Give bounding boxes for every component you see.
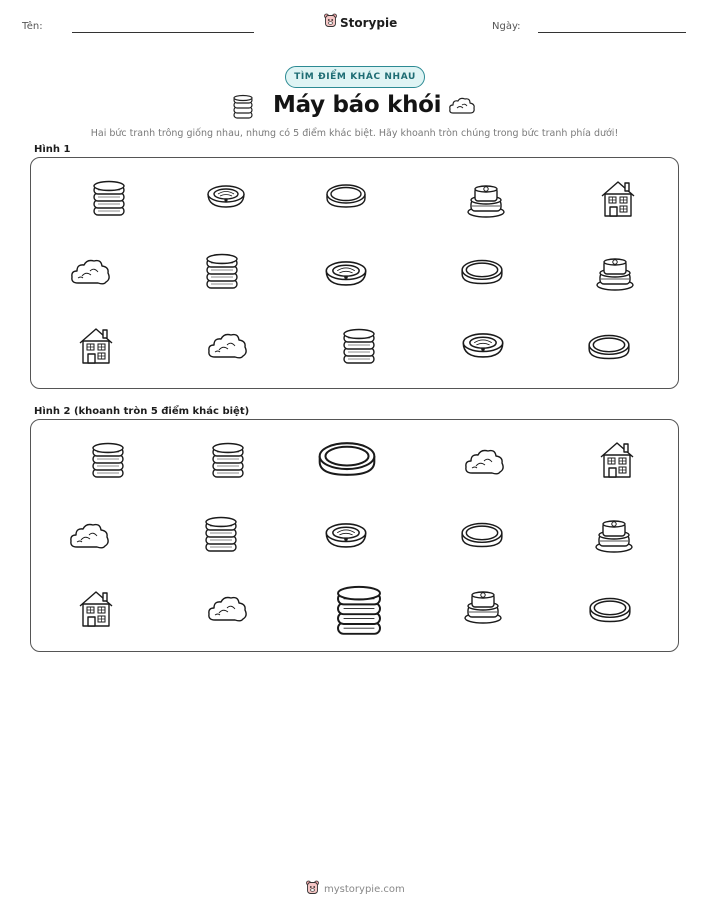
smoke-detector-icon[interactable] (460, 327, 506, 365)
bear-mascot-icon (306, 880, 319, 899)
coin-stack-icon[interactable] (89, 178, 129, 218)
date-label: Ngày: (492, 21, 521, 32)
footer-url: mystorypie.com (324, 884, 405, 895)
tall-detector-icon[interactable] (592, 515, 636, 555)
house-icon[interactable] (597, 438, 637, 480)
house-icon[interactable] (598, 177, 638, 219)
cloud-icon[interactable] (68, 520, 112, 554)
cloud-icon[interactable] (463, 446, 507, 480)
activity-badge: TÌM ĐIỂM KHÁC NHAU (285, 66, 425, 88)
flat-disc-large-icon[interactable] (313, 436, 381, 482)
date-line[interactable] (538, 32, 686, 33)
tall-detector-icon[interactable] (593, 253, 637, 293)
flat-disc-icon[interactable] (459, 518, 505, 552)
coin-stack-icon[interactable] (201, 514, 241, 554)
smoke-detector-icon[interactable] (323, 517, 369, 555)
bear-mascot-icon (324, 13, 337, 32)
name-line[interactable] (72, 32, 254, 33)
coin-stack-large-icon[interactable] (331, 582, 387, 638)
flat-disc-icon[interactable] (587, 593, 633, 627)
flat-disc-icon[interactable] (586, 330, 632, 364)
picture-2-label: Hình 2 (khoanh tròn 5 điểm khác biệt) (34, 406, 250, 417)
cloud-icon[interactable] (206, 593, 250, 627)
page-title: Máy báo khói (273, 92, 442, 118)
picture-1-label: Hình 1 (34, 144, 71, 155)
house-icon[interactable] (76, 324, 116, 366)
brand-name: Storypie (340, 15, 398, 30)
coin-stack-icon[interactable] (202, 251, 242, 291)
footer (306, 880, 405, 899)
coin-stack-icon[interactable] (88, 440, 128, 480)
instructions: Hai bức tranh trông giống nhau, nhưng có 5 điểm khác biệt. Hãy khoanh tròn chúng trong bức tranh phía dưới! (90, 128, 619, 139)
name-label: Tên: (22, 21, 43, 32)
coin-stack-icon[interactable] (208, 440, 248, 480)
picture-2-frame (30, 419, 679, 652)
cloud-icon[interactable] (69, 256, 113, 290)
flat-disc-icon[interactable] (459, 255, 505, 289)
coin-stack-icon[interactable] (339, 326, 379, 366)
picture-1-frame (30, 157, 679, 389)
tall-detector-icon[interactable] (464, 180, 508, 220)
smoke-detector-icon[interactable] (205, 180, 247, 214)
coin-stack-icon (232, 94, 254, 124)
tall-detector-icon[interactable] (461, 586, 505, 626)
brand-logo (324, 13, 397, 32)
cloud-icon (448, 96, 476, 120)
cloud-icon[interactable] (206, 330, 250, 364)
flat-disc-icon[interactable] (324, 180, 368, 212)
house-icon[interactable] (76, 587, 116, 629)
smoke-detector-icon[interactable] (323, 255, 369, 293)
title-row (0, 90, 709, 124)
